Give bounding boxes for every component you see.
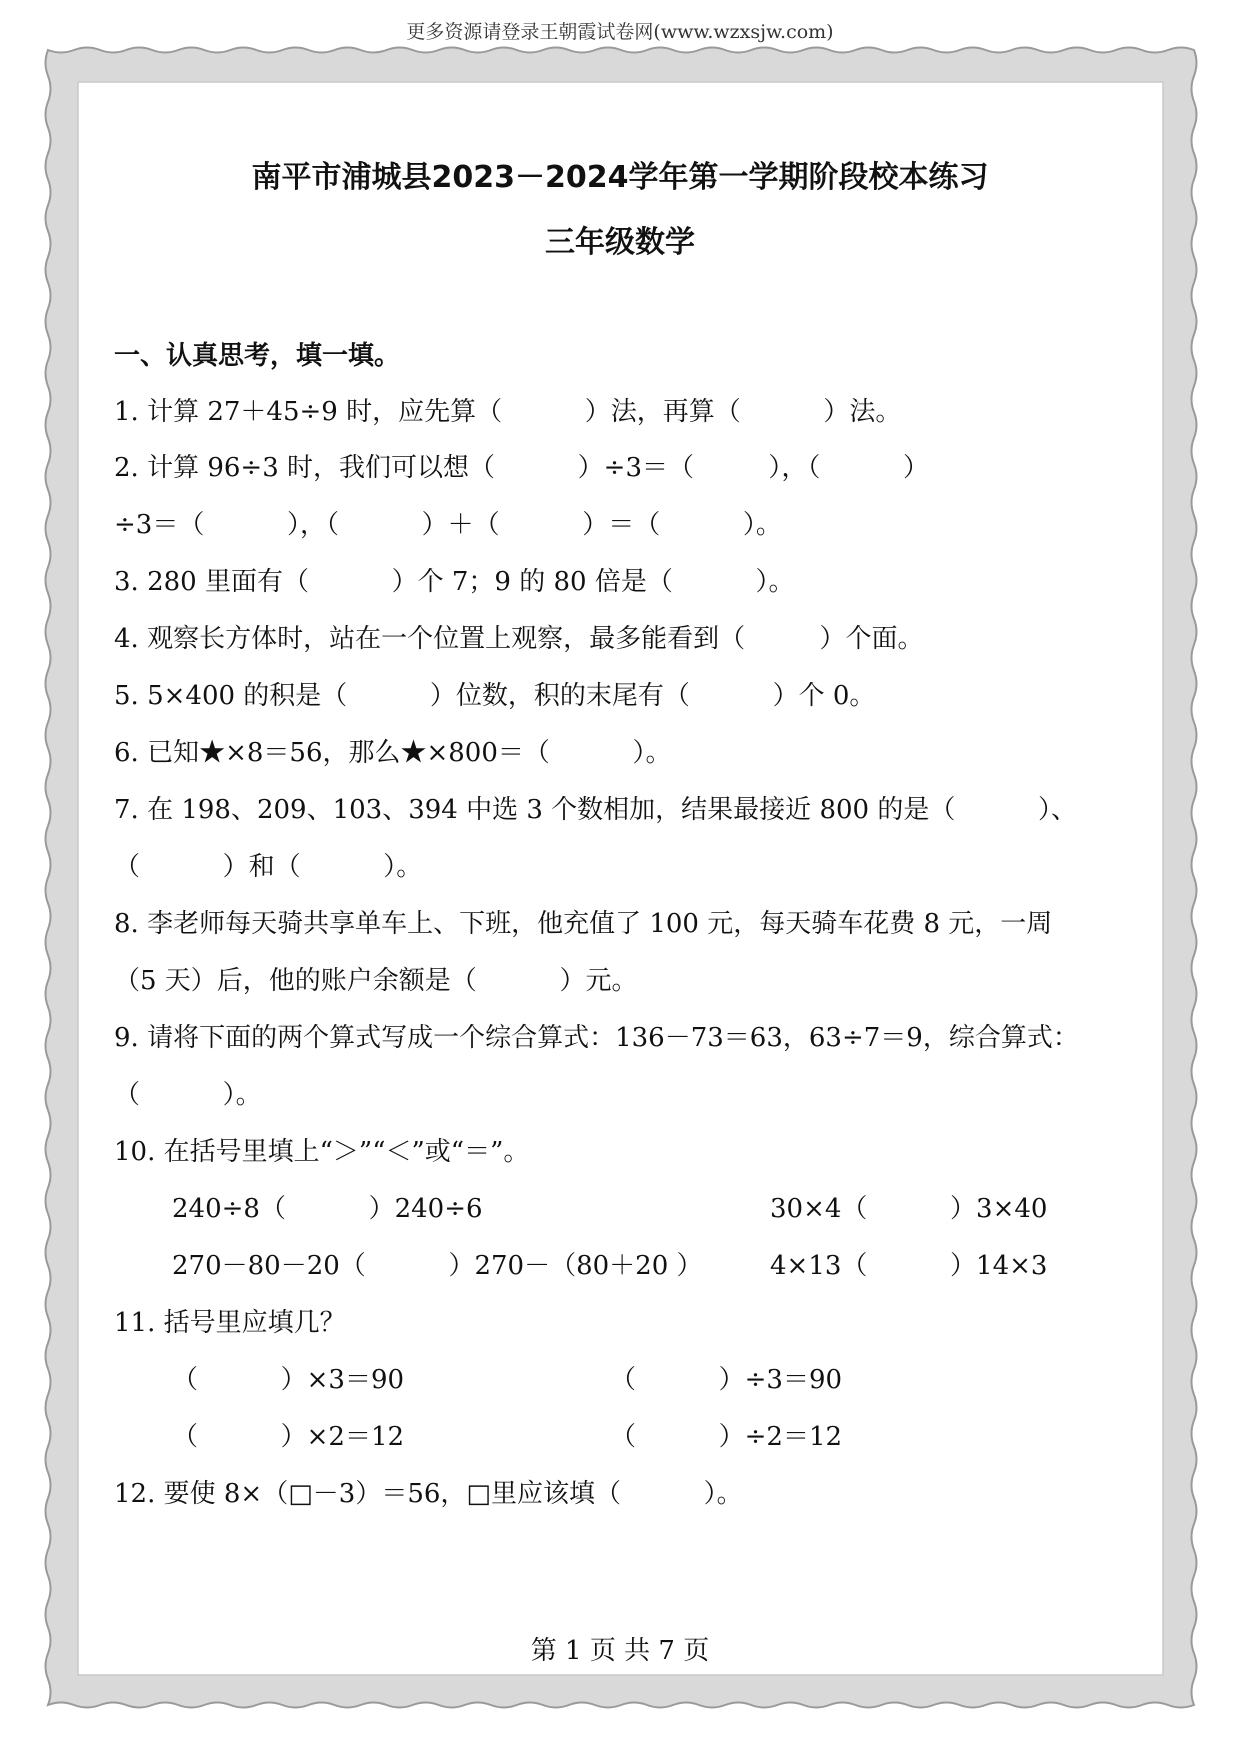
section1-heading: 一、认真思考，填一填。 — [114, 341, 401, 371]
question-8-line2: （5 天）后，他的账户余额是（ ）元。 — [114, 966, 638, 996]
question-4: 4. 观察长方体时，站在一个位置上观察，最多能看到（ ）个面。 — [114, 624, 924, 654]
exam-title: 南平市浦城县2023－2024学年第一学期阶段校本练习 — [251, 160, 989, 195]
top-note: 更多资源请登录王朝霞试卷网(www.wzxsjw.com) — [406, 21, 834, 43]
question-11: 11. 括号里应填几？ — [114, 1308, 346, 1338]
question-1: 1. 计算 27＋45÷9 时，应先算（ ）法，再算（ ）法。 — [114, 397, 902, 427]
question-3: 3. 280 里面有（ ）个 7；9 的 80 倍是（ ）。 — [114, 567, 795, 597]
question-10-row1-right: 30×4（ ）3×40 — [770, 1194, 1048, 1224]
question-12: 12. 要使 8×（□－3）＝56，□里应该填（ ）。 — [114, 1479, 743, 1509]
question-9-line2: （ ）。 — [114, 1080, 262, 1110]
question-9-line1: 9. 请将下面的两个算式写成一个综合算式：136－73＝63，63÷7＝9，综合算式： — [114, 1023, 1079, 1053]
question-6: 6. 已知★×8＝56，那么★×800＝（ ）。 — [114, 738, 672, 768]
page-footer: 第 1 页 共 7 页 — [530, 1636, 710, 1666]
question-10: 10. 在括号里填上“＞”“＜”或“＝”。 — [114, 1137, 530, 1167]
question-11-row1-left: （ ）×3＝90 — [172, 1365, 405, 1395]
exam-subtitle: 三年级数学 — [545, 225, 695, 260]
question-2-line1: 2. 计算 96÷3 时，我们可以想（ ）÷3＝（ ），（ ） — [114, 453, 930, 483]
question-7-line1: 7. 在 198、209、103、394 中选 3 个数相加，结果最接近 800 的是（ ）、 — [114, 795, 1077, 825]
question-11-row2-right: （ ）÷2＝12 — [610, 1422, 843, 1452]
question-11-row1-right: （ ）÷3＝90 — [610, 1365, 843, 1395]
question-10-row1-left: 240÷8（ ）240÷6 — [172, 1194, 483, 1224]
question-8-line1: 8. 李老师每天骑共享单车上、下班，他充值了 100 元，每天骑车花费 8 元，一周 — [114, 909, 1053, 939]
question-7-line2: （ ）和（ ）。 — [114, 852, 423, 882]
question-10-row2-left: 270－80－20（ ）270－（80＋20 ） — [172, 1251, 703, 1281]
question-10-row2-right: 4×13（ ）14×3 — [770, 1251, 1048, 1281]
question-2-line2: ÷3＝（ ），（ ）＋（ ）＝（ ）。 — [114, 510, 782, 540]
question-5: 5. 5×400 的积是（ ）位数，积的末尾有（ ）个 0。 — [114, 681, 876, 711]
question-11-row2-left: （ ）×2＝12 — [172, 1422, 405, 1452]
